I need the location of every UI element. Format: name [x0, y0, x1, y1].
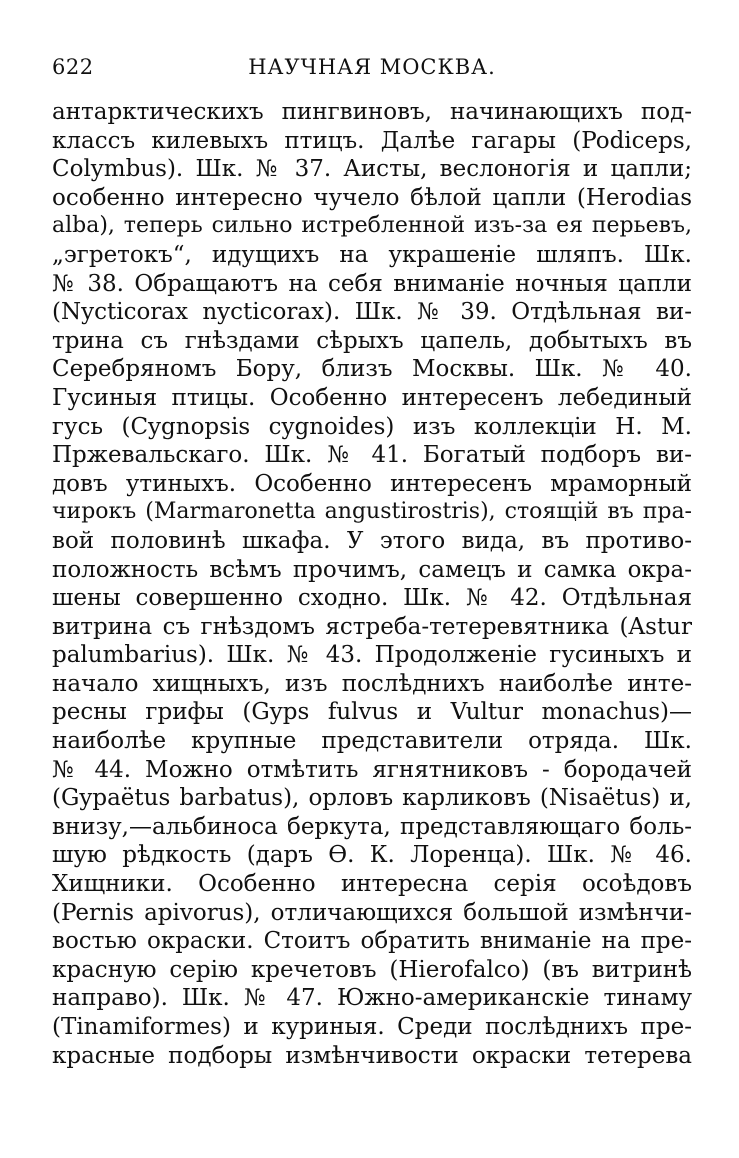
text-line: шены совершенно сходно. Шк. № 42. Отдѣльная: [52, 585, 692, 612]
text-line: Гусиныя птицы. Особенно интересенъ лебединый: [52, 384, 692, 411]
body-text: [52, 98, 692, 1070]
text-line: Серебряномъ Бору, близъ Москвы. Шк. № 40.: [52, 356, 692, 383]
text-line: классъ килевыхъ птицъ. Далѣе гагары (Podiceps,: [52, 127, 692, 154]
text-line: наиболѣе крупные представители отряда. Шк.: [52, 728, 692, 755]
page-header: [52, 55, 692, 91]
text-line: вой половинѣ шкафа. У этого вида, въ противо-: [52, 527, 692, 554]
text-line: трина съ гнѣздами сѣрыхъ цапель, добытыхъ въ: [52, 327, 692, 354]
text-line: особенно интересно чучело бѣлой цапли (Herodias: [52, 184, 692, 211]
text-line: palumbarius). Шк. № 43. Продолженіе гусиныхъ и: [52, 642, 692, 669]
text-line: начало хищныхъ, изъ послѣднихъ наиболѣе инте-: [52, 670, 692, 697]
text-line: шую рѣдкость (даръ Ѳ. К. Лоренца). Шк. № 46.: [52, 842, 692, 869]
text-line: alba), теперь сильно истребленной изъ-за ея перьевъ,: [52, 213, 692, 239]
text-line: положность всѣмъ прочимъ, самецъ и самка окра-: [52, 556, 692, 583]
text-line: (Tinamiformes) и куриныя. Среди послѣднихъ пре-: [52, 1014, 692, 1040]
text-line: красные подборы измѣнчивости окраски тетерева: [52, 1042, 692, 1069]
text-line: Colymbus). Шк. № 37. Аисты, веслоногія и цапли;: [52, 156, 692, 183]
text-line: довъ утиныхъ. Особенно интересенъ мраморный: [52, 470, 692, 497]
text-line: направо). Шк. № 47. Южно-американскіе тинаму: [52, 985, 692, 1012]
text-line: антарктическихъ пингвиновъ, начинающихъ под-: [52, 99, 692, 125]
text-line: внизу,—альбиноса беркута, представляющаго боль-: [52, 813, 692, 840]
text-line: № 38. Обращаютъ на себя вниманіе ночныя цапли: [52, 270, 692, 297]
text-line: (Nycticorax nycticorax). Шк. № 39. Отдѣльная ви-: [52, 299, 692, 326]
page-number: 622: [52, 55, 94, 79]
text-line: гусь (Cygnopsis cygnoides) изъ коллекціи Н. М.: [52, 413, 692, 440]
text-line: чирокъ (Marmaronetta angustirostris), стоящій въ пра-: [52, 499, 692, 525]
text-line: востью окраски. Стоитъ обратить вниманіе на пре-: [52, 928, 692, 955]
text-line: „эгретокъ“, идущихъ на украшеніе шляпъ. Шк.: [52, 241, 692, 268]
text-line: Хищники. Особенно интересна серія осоѣдовъ: [52, 871, 692, 898]
text-line: Пржевальскаго. Шк. № 41. Богатый подборъ ви-: [52, 442, 692, 469]
text-line: (Gypaëtus barbatus), орловъ карликовъ (Nisaëtus) и,: [52, 785, 692, 812]
running-title: НАУЧНАЯ МОСКВА.: [248, 55, 496, 79]
text-line: (Pernis apivorus), отличающихся большой измѣнчи-: [52, 899, 692, 926]
text-line: ресны грифы (Gyps fulvus и Vultur monachus)—: [52, 699, 692, 726]
text-line: витрина съ гнѣздомъ ястреба-тетеревятника (Astur: [52, 613, 692, 640]
text-line: № 44. Можно отмѣтить ягнятниковъ - бородачей: [52, 756, 692, 783]
text-line: красную серію кречетовъ (Hierofalco) (въ витринѣ: [52, 956, 692, 983]
